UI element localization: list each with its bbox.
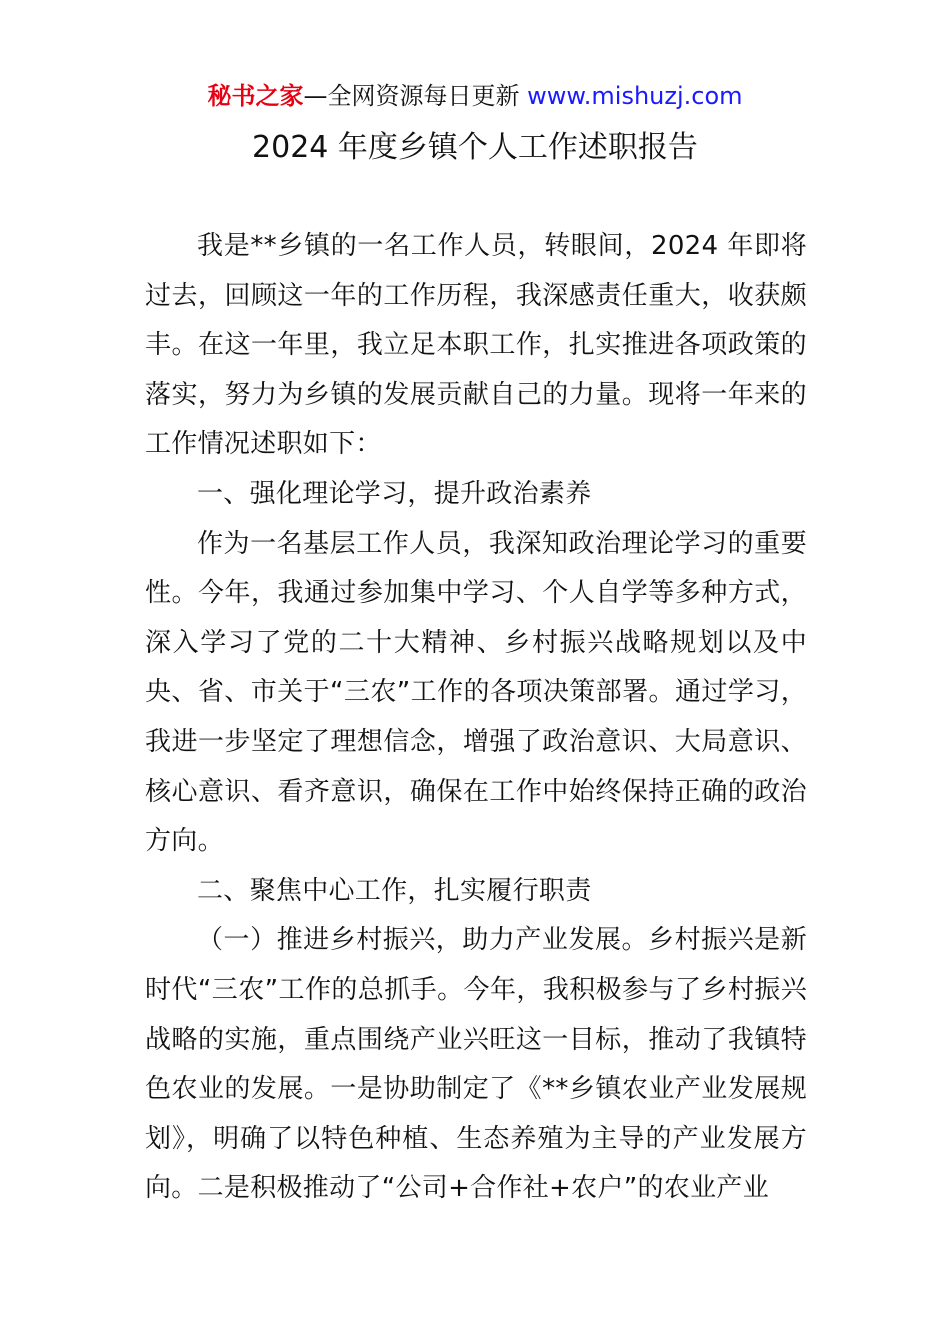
header-tagline: —全网资源每日更新 [303,82,528,110]
website-link[interactable]: www.mishuzj.com [527,82,743,110]
site-header [0,78,950,114]
document-body [145,222,807,1214]
document-title: 2024 年度乡镇个人工作述职报告 [252,130,698,165]
section-paragraph-1: 作为一名基层工作人员，我深知政治理论学习的重要性。今年，我通过参加集中学习、个人自学等多种方式，深入学习了党的二十大精神、乡村振兴战略规划以及中央、省、市关于“三农”工作的各项决策部署。通过学习，我进一步坚定了理想信念，增强了政治意识、大局意识、核心意识、看齐意识，确保在工作中始终保持正确的政治方向。 [145,528,807,857]
section-heading-2: 二、聚焦中心工作，扎实履行职责 [197,875,592,906]
brand-name: 秘书之家 [207,82,304,110]
section-paragraph-2: （一）推进乡村振兴，助力产业发展。乡村振兴是新时代“三农”工作的总抓手。今年，我积极参与了乡村振兴战略的实施，重点围绕产业兴旺这一目标，推动了我镇特色农业的发展。一是协助制定了《**乡镇农业产业发展规划》，明确了以特色种植、生态养殖为主导的产业发展方向。二是积极推动了“公司+合作社+农户”的农业产业 [145,925,807,1204]
section-heading-1: 一、强化理论学习，提升政治素养 [197,478,592,509]
intro-paragraph: 我是**乡镇的一名工作人员，转眼间，2024 年即将过去，回顾这一年的工作历程，我深感责任重大，收获颇丰。在这一年里，我立足本职工作，扎实推进各项政策的落实，努力为乡镇的发展贡献自己的力量。现将一年来的工作情况述职如下： [145,231,807,460]
